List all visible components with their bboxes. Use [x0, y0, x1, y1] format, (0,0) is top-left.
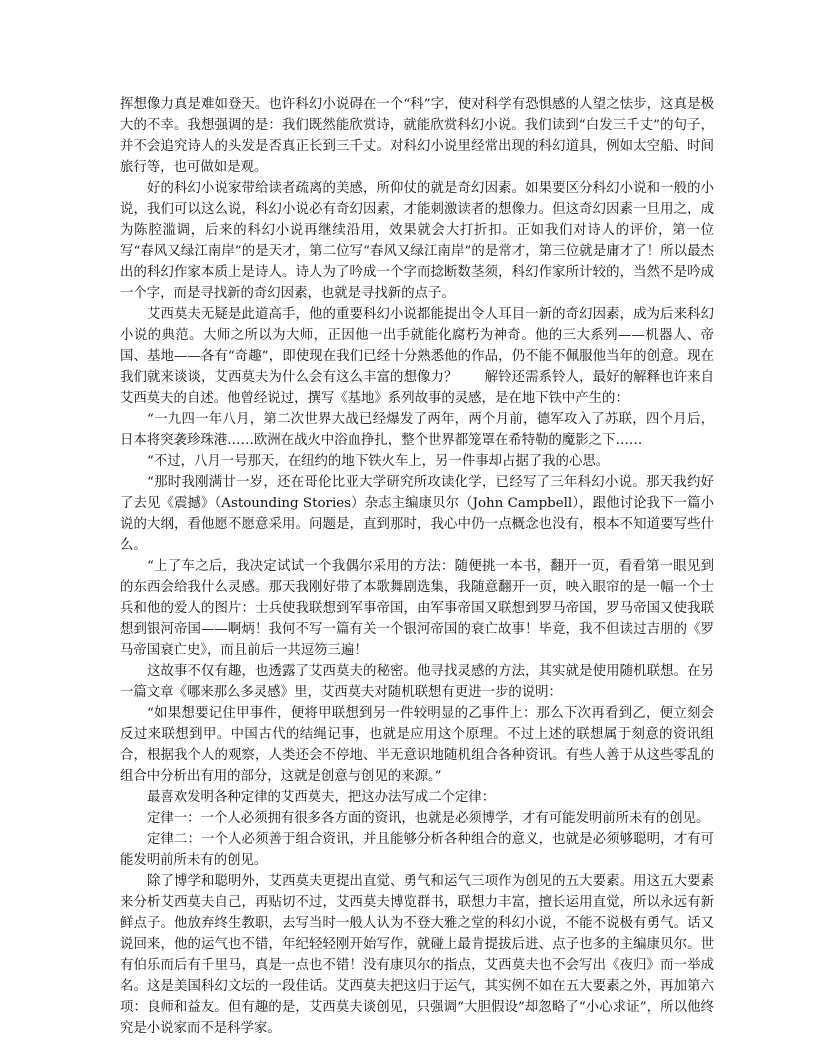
paragraph-13: 除了博学和聪明外，艾西莫夫更提出直觉、勇气和运气三项作为创见的五大要素。用这五大要素来分析艾西莫夫自己，再贴切不过，艾西莫夫博览群书，联想力丰富，擅长运用直觉，所以永远有新鲜点子。他放弃终生教职，去写当时一般人认为不登大雅之堂的科幻小说，不能不说极有勇气。话又说回来，他的运气也不错，年纪轻轻刚开始写作，就碰上最肯提拔后进、点子也多的主编康贝尔。世有伯乐而后有千里马，真是一点也不错！没有康贝尔的指点，艾西莫夫也不会写出《夜归》而一举成名。这是美国科幻文坛的一段佳话。艾西莫夫把这归于运气，其实例不如在五大要素之外，再加第六项：良师和益友。但有趣的是，艾西莫夫谈创见，只强调“大胆假设”却忽略了“小心求证”，所以他终究是小说家而不是科学家。 [120, 874, 714, 1036]
paragraph-1: 挥想像力真是难如登天。也许科幻小说碍在一个“科”字，使对科学有恐惧感的人望之怯步，这真是极大的不幸。我想强调的是：我们既然能欣赏诗，就能欣赏科幻小说。我们读到“白发三千丈”的句子，并不会追究诗人的头发是否真正长到三千丈。对科幻小说里经常出现的科幻道具，例如太空船、时间旅行等，也可做如是观。 [120, 97, 714, 175]
paragraph-5: “不过，八月一号那天，在纽约的地下铁火车上，另一件事却占据了我的心思。 [147, 454, 610, 469]
paragraph-8: 这故事不仅有趣，也透露了艾西莫夫的秘密。他寻找灵感的方法，其实就是使用随机联想。在另一篇文章《哪来那么多灵感》里，艾西莫夫对随机联想有更进一步的说明： [120, 664, 714, 700]
paragraph-9: “如果想要记住甲事件，便将甲联想到另一件较明显的乙事件上：那么下次再看到乙，便立刻会反过来联想到甲。中国古代的结绳记事，也就是应用这个原理。不过上述的联想属于刻意的资讯组合，根据我个人的观察，人类还会不停地、半无意识地随机组合各种资讯。有些人善于从这些零乱的组合中分析出有用的部分，这就是创意与创见的来源。” [120, 706, 714, 784]
paragraph-4: “一九四一年八月，第二次世界大战已经爆发了两年，两个月前，德军攻入了苏联，四个月后，日本将突袭珍珠港……欧洲在战火中浴血挣扎，整个世界都笼罩在希特勒的魔影之下…… [120, 412, 714, 448]
paragraph-12: 定律二：一个人必须善于组合资讯，并且能够分析各种组合的意义，也就是必须够聪明，才有可能发明前所未有的创见。 [120, 832, 714, 868]
paragraph-7: “上了车之后，我决定试试一个我偶尔采用的方法：随便挑一本书，翻开一页，看看第一眼见到的东西会给我什么灵感。那天我刚好带了本歌舞剧选集，我随意翻开一页，映入眼帘的是一幅一个士兵和他的爱人的图片：士兵使我联想到军事帝国，由军事帝国又联想到罗马帝国，罗马帝国又使我联想到银河帝国——啊炳！我何不写一篇有关一个银河帝国的衰亡故事！毕竟，我不但读过吉朋的《罗马帝国衰亡史》，而且前后一共逗笏三遍！ [120, 559, 714, 658]
paragraph-11: 定律一：一个人必须拥有很多各方面的资讯，也就是必须博学，才有可能发明前所未有的创见。 [147, 811, 710, 826]
paragraph-10: 最喜欢发明各种定律的艾西莫夫，把这办法写成二个定律： [147, 790, 496, 805]
paragraph-3: 艾西莫夫无疑是此道高手，他的重要科幻小说都能提出令人耳目一新的奇幻因素，成为后来科幻小说的典范。大师之所以为大师，正因他一出手就能化腐朽为神奇。他的三大系列——机器人、帝国、基地——各有“奇趣”，即使现在我们已经十分熟悉他的作品，仍不能不佩服他当年的创意。现在我们就来谈谈，艾西莫夫为什么会有这么丰富的想像力？ 解铃还需系铃人，最好的解释也许来自艾西莫夫的自述。他曾经说过，撰写《基地》系列故事的灵感，是在地下铁中产生的： [120, 307, 714, 406]
paragraph-6: “那时我刚满廿一岁，还在哥伦比亚大学研究所攻读化学，已经写了三年科幻小说。那天我约好了去见《震撼》（Astounding Stories）杂志主编康贝尔（John Campbell），跟他讨论我下一篇小说的大纲，看他愿不愿意采用。问题是，直到那时，我心中仍一点概念也没有，根本不知道要写些什么。 [120, 475, 714, 553]
paragraph-2: 好的科幻小说家带给读者疏离的美感，所仰仗的就是奇幻因素。如果要区分科幻小说和一般的小说，我们可以这么说，科幻小说必有奇幻因素，才能刺激读者的想像力。但这奇幻因素一旦用之，成为陈腔滥调，后来的科幻小说再继续沿用，效果就会大打折扣。正如我们对诗人的评价，第一位写“春风又绿江南岸”的是天才，第二位写“春风又绿江南岸”的是常才，第三位就是庸才了！所以最杰出的科幻作家本质上是诗人。诗人为了吟成一个字而捻断数茎须，科幻作家所计较的，当然不是吟成一个字，而是寻找新的奇幻因素，也就是寻找新的点子。 [120, 181, 714, 301]
